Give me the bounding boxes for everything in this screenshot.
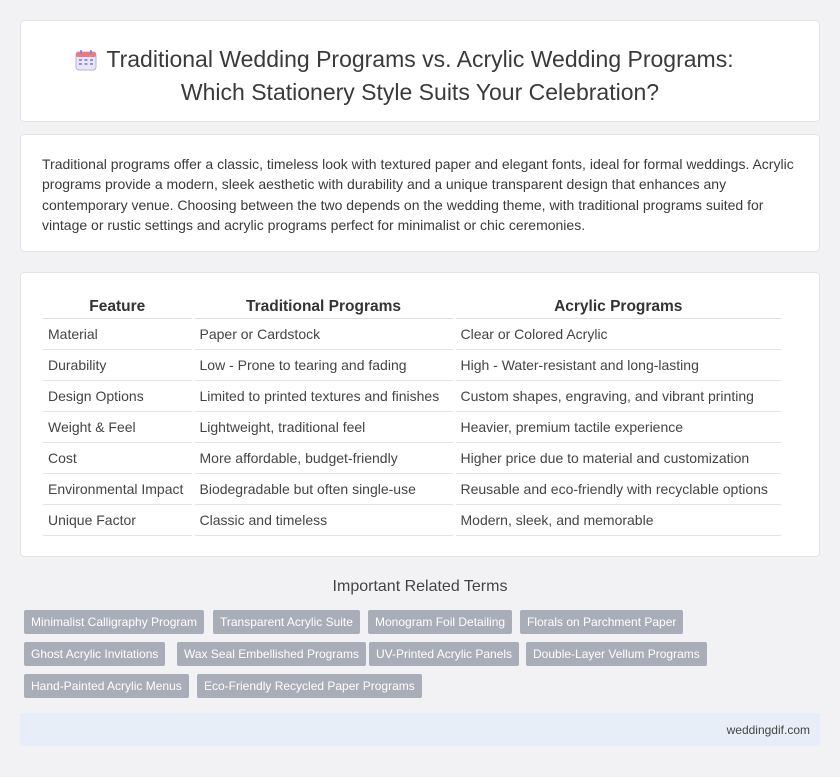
table-row <box>43 473 781 504</box>
comparison-card <box>20 272 820 557</box>
table-cell: Durability <box>43 349 193 380</box>
footer-bar <box>20 713 820 746</box>
table-row <box>43 318 781 349</box>
related-term-tag[interactable]: Double-Layer Vellum Programs <box>526 642 707 666</box>
table-cell: Heavier, premium tactile experience <box>454 411 781 442</box>
table-cell: Paper or Cardstock <box>193 318 454 349</box>
related-term-tag[interactable]: Wax Seal Embellished Programs <box>177 642 366 666</box>
table-cell: Classic and timeless <box>193 504 454 535</box>
column-header-feature: Feature <box>43 295 193 318</box>
table-row <box>43 349 781 380</box>
column-header-acrylic: Acrylic Programs <box>454 295 781 318</box>
table-row <box>43 504 781 535</box>
table-row <box>43 411 781 442</box>
related-term-tag[interactable]: Minimalist Calligraphy Program <box>24 610 204 634</box>
title-card <box>20 20 820 122</box>
related-terms-heading: Important Related Terms <box>332 578 508 595</box>
table-cell: Low - Prone to tearing and fading <box>193 349 454 380</box>
table-cell: More affordable, budget-friendly <box>193 442 454 473</box>
footer-site-link[interactable]: weddingdif.com <box>726 723 810 737</box>
intro-paragraph: Traditional programs offer a classic, timeless look with textured paper and elegant fonts, ideal for formal weddings. Acrylic programs provide a modern, sleek aesthetic with durability and a unique transparent design that enhances any contemporary venue. Choosing between the two depends on the wedding theme, with traditional programs suited for vintage or rustic settings and acrylic programs perfect for minimalist or chic ceremonies. <box>42 156 794 233</box>
page-title-line-2: Which Stationery Style Suits Your Celebration? <box>180 79 660 105</box>
related-term-tag[interactable]: Eco-Friendly Recycled Paper Programs <box>197 674 422 698</box>
table-cell: Weight & Feel <box>43 411 193 442</box>
related-term-tag[interactable]: Transparent Acrylic Suite <box>213 610 360 634</box>
table-cell: Limited to printed textures and finishes <box>193 380 454 411</box>
related-term-tag[interactable]: Hand-Painted Acrylic Menus <box>24 674 189 698</box>
related-term-tag[interactable]: Monogram Foil Detailing <box>368 610 512 634</box>
table-cell: Clear or Colored Acrylic <box>454 318 781 349</box>
table-cell: Cost <box>43 442 193 473</box>
table-cell: Custom shapes, engraving, and vibrant printing <box>454 380 781 411</box>
table-cell: Unique Factor <box>43 504 193 535</box>
table-row <box>43 380 781 411</box>
intro-card <box>20 134 820 252</box>
table-cell: Lightweight, traditional feel <box>193 411 454 442</box>
column-header-traditional: Traditional Programs <box>193 295 454 318</box>
table-cell: Higher price due to material and customization <box>454 442 781 473</box>
related-term-tag[interactable]: UV-Printed Acrylic Panels <box>369 642 519 666</box>
table-cell: Environmental Impact <box>43 473 193 504</box>
table-cell: High - Water-resistant and long-lasting <box>454 349 781 380</box>
table-cell: Design Options <box>43 380 193 411</box>
table-row <box>43 442 781 473</box>
page-title <box>21 43 819 109</box>
table-cell: Biodegradable but often single-use <box>193 473 454 504</box>
related-term-tag[interactable]: Ghost Acrylic Invitations <box>24 642 165 666</box>
table-cell: Material <box>43 318 193 349</box>
table-cell: Reusable and eco-friendly with recyclable options <box>454 473 781 504</box>
table-cell: Modern, sleek, and memorable <box>454 504 781 535</box>
page-title-line-1: Traditional Wedding Programs vs. Acrylic Wedding Programs: <box>106 46 734 72</box>
comparison-table <box>43 295 781 536</box>
related-term-tag[interactable]: Florals on Parchment Paper <box>520 610 683 634</box>
table-header-row <box>43 295 781 318</box>
